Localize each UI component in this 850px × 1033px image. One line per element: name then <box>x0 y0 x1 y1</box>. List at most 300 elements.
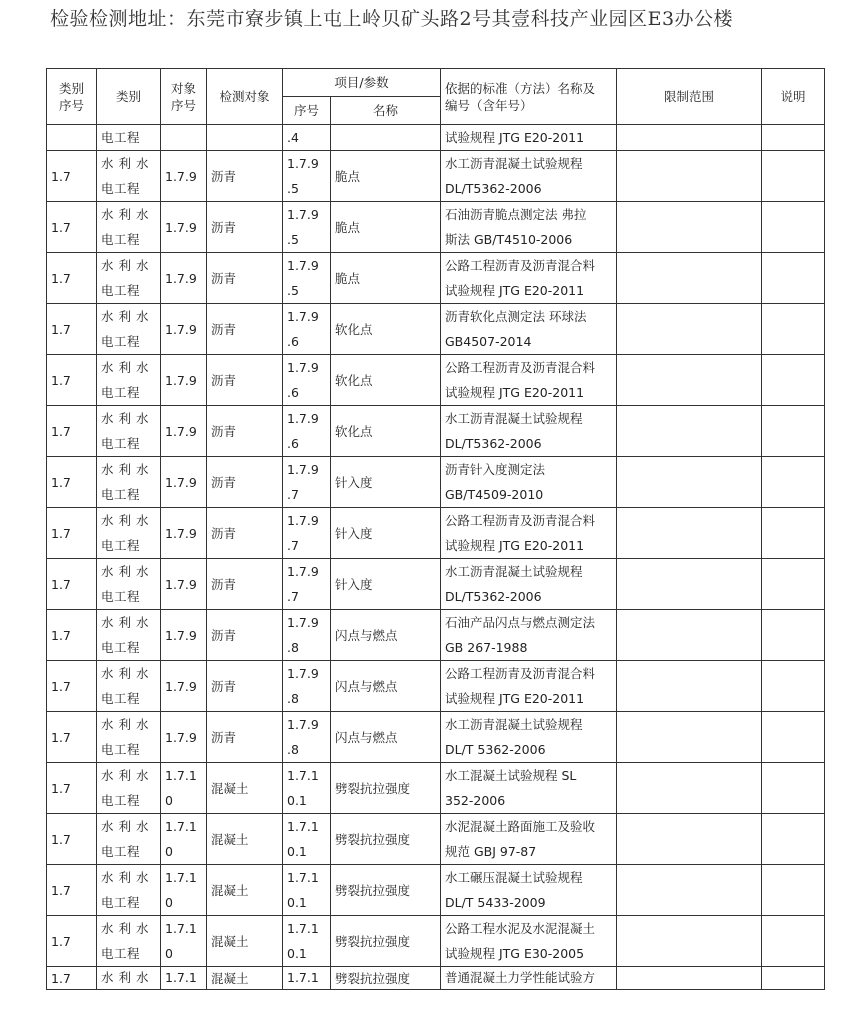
cell-object-seq-line: 1.7.1 <box>165 870 197 885</box>
cell-object-seq <box>161 355 207 406</box>
cell-item-name: 针入度 <box>331 457 441 508</box>
cell-category <box>97 559 161 610</box>
cell-item-seq <box>283 457 331 508</box>
cell-item-seq-line: .7 <box>287 589 299 604</box>
cell-standard <box>441 151 617 202</box>
cell-category-line: 电工程 <box>101 742 141 757</box>
cell-item-seq-line: .4 <box>287 130 299 145</box>
cell-category-line: 水 利 水 <box>101 564 149 579</box>
table-row <box>47 661 825 712</box>
cell-item-seq <box>283 125 331 151</box>
cell-standard-line: GB 267-1988 <box>445 640 528 655</box>
cell-item-seq-line: .7 <box>287 538 299 553</box>
col-header-limit: 限制范围 <box>617 69 762 125</box>
cell-category-seq <box>47 125 97 151</box>
cell-limit <box>617 457 762 508</box>
cell-object: 沥青 <box>207 457 283 508</box>
cell-category-seq: 1.7 <box>47 712 97 763</box>
cell-item-name: 闪点与燃点 <box>331 712 441 763</box>
cell-item-name: 闪点与燃点 <box>331 610 441 661</box>
cell-item-name: 针入度 <box>331 559 441 610</box>
table-row <box>47 304 825 355</box>
cell-category <box>97 202 161 253</box>
cell-limit <box>617 865 762 916</box>
cell-standard <box>441 712 617 763</box>
cell-item-seq <box>283 508 331 559</box>
cell-object-seq-line: 1.7.9 <box>165 270 197 286</box>
cell-item-name: 脆点 <box>331 202 441 253</box>
cell-standard <box>441 763 617 814</box>
cell-object-seq <box>161 304 207 355</box>
table-row <box>47 865 825 916</box>
cell-object-seq <box>161 559 207 610</box>
cell-object-seq-line: 1.7.9 <box>165 627 197 643</box>
cell-object-seq <box>161 865 207 916</box>
cell-category <box>97 457 161 508</box>
cell-category-line: 电工程 <box>101 589 141 604</box>
cell-object-seq-line: 1.7.9 <box>165 321 197 337</box>
cell-object-seq-line: 1.7.9 <box>165 219 197 235</box>
col-header-note: 说明 <box>762 69 825 125</box>
cell-item-seq <box>283 253 331 304</box>
cell-object: 沥青 <box>207 304 283 355</box>
cell-standard-line: 水工沥青混凝土试验规程 <box>445 564 583 579</box>
cell-object-seq <box>161 508 207 559</box>
cell-category-seq: 1.7 <box>47 253 97 304</box>
cell-item-name: 闪点与燃点 <box>331 661 441 712</box>
cell-limit <box>617 967 762 990</box>
cell-limit <box>617 559 762 610</box>
cell-category-seq: 1.7 <box>47 865 97 916</box>
cell-item-seq <box>283 406 331 457</box>
cell-object: 沥青 <box>207 559 283 610</box>
cell-standard-line: DL/T5362-2006 <box>445 436 542 451</box>
cell-category-seq: 1.7 <box>47 508 97 559</box>
cell-item-seq-line: 0.1 <box>287 895 307 910</box>
cell-limit <box>617 814 762 865</box>
cell-object-seq <box>161 661 207 712</box>
cell-standard <box>441 406 617 457</box>
cell-category-seq: 1.7 <box>47 406 97 457</box>
cell-item-seq-line: 1.7.9 <box>287 462 319 477</box>
cell-item-seq-line: 1.7.1 <box>287 819 319 834</box>
cell-note <box>762 559 825 610</box>
col-header-item-group: 项目/参数 <box>283 69 441 97</box>
table-row <box>47 457 825 508</box>
cell-item-seq <box>283 814 331 865</box>
cell-object: 混凝土 <box>207 916 283 967</box>
cell-standard <box>441 355 617 406</box>
cell-category-seq: 1.7 <box>47 202 97 253</box>
cell-object-seq-line: 1.7.9 <box>165 372 197 388</box>
cell-object-seq <box>161 457 207 508</box>
cell-object: 沥青 <box>207 610 283 661</box>
cell-category <box>97 304 161 355</box>
cell-limit <box>617 610 762 661</box>
cell-object: 混凝土 <box>207 967 283 990</box>
cell-standard-line: 公路工程沥青及沥青混合料 <box>445 513 596 528</box>
cell-standard-line: 斯法 GB/T4510-2006 <box>445 232 573 247</box>
cell-item-seq-line: 1.7.9 <box>287 411 319 426</box>
cell-object-seq <box>161 610 207 661</box>
cell-object: 混凝土 <box>207 865 283 916</box>
cell-category-seq: 1.7 <box>47 661 97 712</box>
cell-item-seq-line: 0.1 <box>287 844 307 859</box>
cell-standard-line: 水泥混凝土路面施工及验收 <box>445 819 596 834</box>
cell-category-line: 水 利 水 <box>101 921 149 936</box>
cell-standard-line: 试验规程 JTG E20-2011 <box>445 283 585 298</box>
cell-limit <box>617 508 762 559</box>
cell-item-name: 劈裂抗拉强度 <box>331 865 441 916</box>
cell-object-seq-line: 1.7.1 <box>165 921 197 936</box>
cell-standard-line: DL/T5362-2006 <box>445 181 542 196</box>
cell-standard-line: 试验规程 JTG E20-2011 <box>445 130 585 145</box>
cell-category-seq: 1.7 <box>47 916 97 967</box>
cell-category-line: 水 利 水 <box>101 819 149 834</box>
cell-item-seq <box>283 661 331 712</box>
cell-standard <box>441 457 617 508</box>
cell-standard-line: 公路工程水泥及水泥混凝土 <box>445 921 596 936</box>
cell-object-seq <box>161 712 207 763</box>
cell-category-line: 水 利 水 <box>101 970 149 985</box>
cell-object-seq-line: 1.7.9 <box>165 678 197 694</box>
cell-item-seq <box>283 712 331 763</box>
cell-category-line: 水 利 水 <box>101 768 149 783</box>
test-site-address: 检验检测地址：东莞市寮步镇上屯上岭贝矿头路2号其壹科技产业园区E3办公楼 <box>50 8 734 30</box>
cell-object-seq <box>161 406 207 457</box>
cell-standard-line: 公路工程沥青及沥青混合料 <box>445 666 596 681</box>
cell-item-seq <box>283 967 331 990</box>
cell-item-name: 软化点 <box>331 355 441 406</box>
table-row <box>47 814 825 865</box>
cell-standard-line: 试验规程 JTG E20-2011 <box>445 538 585 553</box>
table-row <box>47 916 825 967</box>
cell-category-seq: 1.7 <box>47 814 97 865</box>
cell-object: 沥青 <box>207 151 283 202</box>
cell-note <box>762 304 825 355</box>
col-header-item-seq: 序号 <box>283 97 331 125</box>
col-header-standard: 依据的标准（方法）名称及 编号（含年号） <box>441 69 617 125</box>
cell-item-seq <box>283 763 331 814</box>
col-header-category: 类别 <box>97 69 161 125</box>
cell-category-line: 水 利 水 <box>101 360 149 375</box>
col-header-object-seq: 对象 序号 <box>161 69 207 125</box>
cell-limit <box>617 661 762 712</box>
cell-standard-line: 公路工程沥青及沥青混合料 <box>445 360 596 375</box>
cell-standard-line: 水工沥青混凝土试验规程 <box>445 411 583 426</box>
cell-item-seq-line: 0.1 <box>287 793 307 808</box>
cell-category <box>97 967 161 990</box>
cell-standard <box>441 253 617 304</box>
cell-object-seq <box>161 253 207 304</box>
cell-standard <box>441 559 617 610</box>
cell-item-seq-line: 1.7.9 <box>287 309 319 324</box>
cell-limit <box>617 712 762 763</box>
cell-object: 沥青 <box>207 712 283 763</box>
cell-category-line: 电工程 <box>101 181 141 196</box>
table-row <box>47 559 825 610</box>
cell-note <box>762 712 825 763</box>
cell-limit <box>617 916 762 967</box>
cell-object: 沥青 <box>207 508 283 559</box>
cell-category-line: 水 利 水 <box>101 411 149 426</box>
cell-standard <box>441 661 617 712</box>
cell-category-line: 电工程 <box>101 793 141 808</box>
cell-standard-line: DL/T 5362-2006 <box>445 742 546 757</box>
cell-standard-line: 水工混凝土试验规程 SL <box>445 768 577 783</box>
cell-category-line: 电工程 <box>101 691 141 706</box>
cell-object-seq-line: 0 <box>165 946 173 961</box>
cell-item-name: 劈裂抗拉强度 <box>331 814 441 865</box>
cell-object-seq-line: 0 <box>165 844 173 859</box>
cell-standard-line: 试验规程 JTG E20-2011 <box>445 691 585 706</box>
cell-category-line: 电工程 <box>101 232 141 247</box>
cell-item-seq <box>283 355 331 406</box>
cell-object: 混凝土 <box>207 763 283 814</box>
cell-item-seq-line: 1.7.9 <box>287 717 319 732</box>
cell-item-seq-line: 1.7.1 <box>287 970 319 985</box>
cell-object <box>207 125 283 151</box>
cell-category-line: 电工程 <box>101 436 141 451</box>
cell-category <box>97 763 161 814</box>
cell-item-seq <box>283 610 331 661</box>
cell-category-line: 电工程 <box>101 946 141 961</box>
cell-item-seq <box>283 865 331 916</box>
cell-standard-line: 普通混凝土力学性能试验方 <box>445 970 596 985</box>
cell-item-name: 劈裂抗拉强度 <box>331 916 441 967</box>
cell-standard-line: 试验规程 JTG E30-2005 <box>445 946 585 961</box>
cell-item-seq-line: 0.1 <box>287 946 307 961</box>
table-row <box>47 355 825 406</box>
cell-category-line: 电工程 <box>101 487 141 502</box>
cell-object: 沥青 <box>207 661 283 712</box>
col-header-category-seq: 类别 序号 <box>47 69 97 125</box>
cell-category <box>97 355 161 406</box>
cell-item-seq-line: .8 <box>287 640 299 655</box>
cell-category-seq: 1.7 <box>47 610 97 661</box>
cell-category-line: 电工程 <box>101 130 141 145</box>
cell-note <box>762 967 825 990</box>
cell-note <box>762 355 825 406</box>
cell-standard-line: 石油产品闪点与燃点测定法 <box>445 615 596 630</box>
cell-standard-line: 石油沥青脆点测定法 弗拉 <box>445 207 587 222</box>
cell-item-seq-line: 1.7.9 <box>287 258 319 273</box>
cell-standard <box>441 508 617 559</box>
cell-limit <box>617 355 762 406</box>
cell-standard-line: GB/T4509-2010 <box>445 487 544 502</box>
cell-standard-line: GB4507-2014 <box>445 334 532 349</box>
cell-item-name: 脆点 <box>331 253 441 304</box>
cell-item-seq-line: 1.7.1 <box>287 870 319 885</box>
table-row <box>47 967 825 990</box>
cell-object-seq-line: 1.7.1 <box>165 970 197 985</box>
cell-item-name: 脆点 <box>331 151 441 202</box>
cell-item-seq-line: 1.7.9 <box>287 615 319 630</box>
cell-item-name: 软化点 <box>331 406 441 457</box>
cell-item-seq-line: .5 <box>287 283 299 298</box>
cell-object-seq <box>161 814 207 865</box>
cell-standard-line: 公路工程沥青及沥青混合料 <box>445 258 596 273</box>
cell-category-seq: 1.7 <box>47 967 97 990</box>
cell-item-seq-line: 1.7.1 <box>287 921 319 936</box>
col-header-item-name: 名称 <box>331 97 441 125</box>
cell-object-seq <box>161 151 207 202</box>
cell-category <box>97 712 161 763</box>
cell-category-line: 水 利 水 <box>101 717 149 732</box>
cell-item-seq <box>283 202 331 253</box>
cell-standard <box>441 916 617 967</box>
table-row <box>47 406 825 457</box>
cell-item-seq-line: .6 <box>287 385 299 400</box>
cell-standard <box>441 125 617 151</box>
cell-object-seq-line: 1.7.9 <box>165 576 197 592</box>
table-row <box>47 712 825 763</box>
cell-item-name: 劈裂抗拉强度 <box>331 763 441 814</box>
cell-object-seq-line: 1.7.9 <box>165 729 197 745</box>
table-row <box>47 151 825 202</box>
cell-note <box>762 202 825 253</box>
cell-standard <box>441 610 617 661</box>
table-row <box>47 763 825 814</box>
table-row <box>47 202 825 253</box>
cell-category <box>97 253 161 304</box>
cell-object-seq-line: 0 <box>165 793 173 808</box>
cell-item-seq <box>283 151 331 202</box>
cell-limit <box>617 253 762 304</box>
cell-category <box>97 916 161 967</box>
cell-standard-line: 试验规程 JTG E20-2011 <box>445 385 585 400</box>
cell-item-name <box>331 125 441 151</box>
cell-category <box>97 661 161 712</box>
cell-standard-line: 352-2006 <box>445 793 506 808</box>
cell-category-line: 电工程 <box>101 895 141 910</box>
cell-note <box>762 508 825 559</box>
cell-object-seq <box>161 202 207 253</box>
cell-note <box>762 125 825 151</box>
cell-category-seq: 1.7 <box>47 457 97 508</box>
cell-limit <box>617 125 762 151</box>
cell-item-seq-line: 1.7.9 <box>287 360 319 375</box>
cell-standard-line: 规范 GBJ 97-87 <box>445 844 537 859</box>
cell-object-seq-line: 1.7.1 <box>165 768 197 783</box>
cell-item-seq-line: .8 <box>287 742 299 757</box>
cell-note <box>762 814 825 865</box>
cell-note <box>762 457 825 508</box>
cell-category <box>97 610 161 661</box>
cell-standard <box>441 967 617 990</box>
cell-item-seq-line: .6 <box>287 334 299 349</box>
cell-category-line: 水 利 水 <box>101 666 149 681</box>
cell-object-seq <box>161 916 207 967</box>
cell-category <box>97 151 161 202</box>
cell-category-seq: 1.7 <box>47 355 97 406</box>
cell-standard <box>441 865 617 916</box>
cell-category-line: 水 利 水 <box>101 258 149 273</box>
cell-note <box>762 151 825 202</box>
cell-category-line: 电工程 <box>101 538 141 553</box>
cell-category-line: 水 利 水 <box>101 156 149 171</box>
cell-standard-line: 沥青软化点测定法 环球法 <box>445 309 587 324</box>
cell-item-seq-line: 1.7.1 <box>287 768 319 783</box>
cell-note <box>762 406 825 457</box>
cell-item-seq-line: .6 <box>287 436 299 451</box>
cell-note <box>762 763 825 814</box>
cell-standard <box>441 304 617 355</box>
cell-limit <box>617 151 762 202</box>
table-row <box>47 125 825 151</box>
cell-object: 沥青 <box>207 406 283 457</box>
cell-item-seq <box>283 916 331 967</box>
cell-category-line: 水 利 水 <box>101 513 149 528</box>
cell-category-line: 电工程 <box>101 640 141 655</box>
cell-note <box>762 916 825 967</box>
cell-standard-line: DL/T5362-2006 <box>445 589 542 604</box>
cell-category-seq: 1.7 <box>47 151 97 202</box>
cell-item-seq-line: .7 <box>287 487 299 502</box>
cell-category <box>97 508 161 559</box>
cell-category-line: 水 利 水 <box>101 207 149 222</box>
cell-item-seq-line: .8 <box>287 691 299 706</box>
cell-object-seq-line: 0 <box>165 895 173 910</box>
cell-standard <box>441 814 617 865</box>
cell-item-seq <box>283 304 331 355</box>
cell-category-line: 水 利 水 <box>101 870 149 885</box>
cell-category-line: 水 利 水 <box>101 309 149 324</box>
cell-item-name: 劈裂抗拉强度 <box>331 967 441 990</box>
cell-item-seq <box>283 559 331 610</box>
cell-limit <box>617 304 762 355</box>
cell-note <box>762 865 825 916</box>
cell-item-seq-line: 1.7.9 <box>287 207 319 222</box>
cell-category-line: 电工程 <box>101 334 141 349</box>
table-row <box>47 610 825 661</box>
cell-category-line: 电工程 <box>101 385 141 400</box>
cell-standard-line: 水工碾压混凝土试验规程 <box>445 870 583 885</box>
cell-object: 混凝土 <box>207 814 283 865</box>
cell-category-line: 水 利 水 <box>101 615 149 630</box>
cell-item-seq-line: 1.7.9 <box>287 666 319 681</box>
cell-object: 沥青 <box>207 253 283 304</box>
cell-category-line: 电工程 <box>101 844 141 859</box>
cell-category <box>97 814 161 865</box>
cell-item-seq-line: 1.7.9 <box>287 513 319 528</box>
cell-item-name: 软化点 <box>331 304 441 355</box>
cell-object-seq-line: 1.7.1 <box>165 819 197 834</box>
cell-object-seq-line: 1.7.9 <box>165 474 197 490</box>
cell-category-seq: 1.7 <box>47 304 97 355</box>
cell-category-seq: 1.7 <box>47 763 97 814</box>
cell-category <box>97 865 161 916</box>
cell-limit <box>617 202 762 253</box>
col-header-object: 检测对象 <box>207 69 283 125</box>
cell-object: 沥青 <box>207 355 283 406</box>
cell-standard-line: 沥青针入度测定法 <box>445 462 546 477</box>
cell-object-seq <box>161 967 207 990</box>
table-row <box>47 253 825 304</box>
cell-item-seq-line: .5 <box>287 181 299 196</box>
cell-object-seq <box>161 763 207 814</box>
qualification-table <box>46 68 825 990</box>
cell-category <box>97 125 161 151</box>
cell-item-name: 针入度 <box>331 508 441 559</box>
cell-object-seq-line: 1.7.9 <box>165 168 197 184</box>
cell-item-seq-line: .5 <box>287 232 299 247</box>
cell-note <box>762 253 825 304</box>
cell-item-seq-line: 1.7.9 <box>287 564 319 579</box>
cell-object-seq-line: 1.7.9 <box>165 423 197 439</box>
cell-object-seq-line: 1.7.9 <box>165 525 197 541</box>
cell-object-seq <box>161 125 207 151</box>
